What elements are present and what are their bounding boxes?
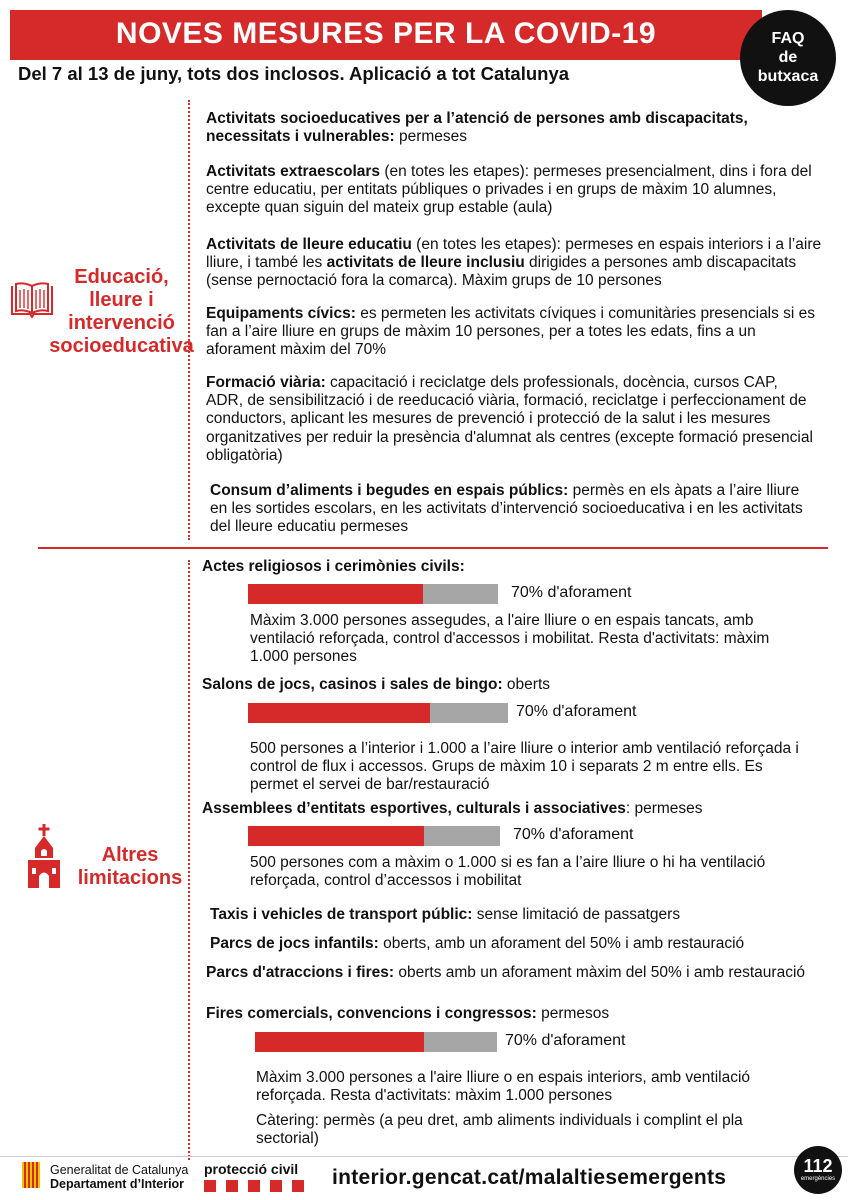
item-title: Salons de jocs, casinos i sales de bingo: (202, 676, 503, 693)
section-altres-divider (188, 560, 190, 1160)
section-education-label-line3: intervenció (68, 312, 175, 334)
item-text: permeses (394, 128, 468, 146)
item-title: Activitats de lleure educatiu (206, 236, 412, 253)
capacity-bar (248, 703, 430, 723)
item-consum-aliments (210, 482, 808, 537)
emergency-112-badge (794, 1146, 842, 1194)
item-lleure-educatiu (206, 236, 824, 291)
faq-badge-line1: FAQ (771, 30, 805, 47)
proteccio-civil-squares-icon (204, 1180, 314, 1192)
item-text: oberts, amb un aforament del 50% i amb restauració (378, 935, 745, 952)
generalitat-emblem-icon (22, 1162, 40, 1188)
item-text: permesos (536, 1005, 610, 1022)
item-title: Activitats extraescolars (206, 163, 381, 180)
item-text: es permeten les activitats cíviques i comunitàries presencials si es fan a l’aire lliure en grups de màxim 10 persones, per a totes les edats, fins a un aforament màxim del 70% (206, 305, 816, 359)
item-assemblees (202, 800, 802, 818)
item-title: Parcs de jocs infantils: (210, 935, 379, 952)
website-url[interactable]: interior.gencat.cat/malaltiesemergents (332, 1166, 727, 1189)
section-altres-label-line1: Altres (101, 844, 159, 866)
footer-divider (0, 1156, 848, 1157)
item-title: Consum d’aliments i begudes en espais públics: (210, 482, 569, 499)
item-text: capacitació i reciclatge dels professionals, docència, cursos CAP, ADR, de sensibilització i de reeducació viària, formació, reciclatge i perfeccionament de conductors, aplicant les mesures de prevenció i protecció de la salut i les mesures organitzatives per reduir la presència d'alumnat als centres (excepte formació presencial obligatòria) (206, 374, 813, 464)
item-title: Fires comercials, convencions i congressos: (206, 1005, 537, 1022)
item-taxis (210, 906, 810, 924)
capacity-bar-remainder (423, 584, 498, 604)
item-text: oberts amb un aforament màxim del 50% i amb restauració (394, 964, 806, 981)
item-fires-comercials (206, 1005, 806, 1023)
item-text: : permeses (625, 800, 703, 817)
item-catering: Càtering: permès (a peu dret, amb aliments individuals i complint el pla sectorial) (256, 1112, 743, 1148)
section-education-label-line2: lleure i (89, 289, 154, 311)
item-text: permès en els àpats a l’aire lliure en les sortides escolars, en les activitats d’intervenció socioeducativa i en les activitats del lleure educatiu permeses (210, 482, 803, 536)
item-equipaments-civics (206, 305, 818, 360)
section-education-divider (188, 100, 190, 540)
item-detail: 500 persones a l’interior i 1.000 a l’aire lliure o interior amb ventilació reforçada i control de flux i accessos. Grups de màxim 10 i separats 2 m entre ells. Es permet el servei de bar/restauració (250, 740, 799, 794)
page-subtitle: Del 7 al 13 de juny, tots dos inclosos. Aplicació a tot Catalunya (18, 63, 570, 84)
department-name: Departament d’Interior (50, 1177, 185, 1191)
capacity-label: 70% d'aforament (505, 1032, 626, 1049)
church-icon (26, 824, 62, 888)
section-education-label (34, 266, 209, 358)
item-title: Taxis i vehicles de transport públic: (210, 906, 473, 923)
item-actes-religiosos (202, 558, 602, 576)
item-title: Equipaments cívics: (206, 305, 356, 322)
section-education-label-line1: Educació, (74, 266, 169, 288)
capacity-bar (248, 584, 423, 604)
section-separator (38, 547, 828, 549)
capacity-label: 70% d'aforament (513, 826, 634, 843)
capacity-bar (248, 826, 424, 846)
item-title: Actes religiosos i cerimònies civils: (202, 558, 465, 575)
generalitat-name: Generalitat de Catalunya (50, 1163, 189, 1177)
section-altres-label (66, 844, 194, 890)
faq-badge-line3: butxaca (757, 68, 819, 85)
capacity-bar-remainder (430, 703, 508, 723)
item-title-2: activitats de lleure inclusiu (326, 254, 525, 272)
capacity-label: 70% d'aforament (516, 703, 637, 720)
section-education-label-line4: socioeducativa (49, 335, 194, 357)
item-text: oberts (502, 676, 551, 693)
item-title: Parcs d'atraccions i fires: (206, 964, 395, 981)
item-salons-jocs (202, 676, 762, 694)
capacity-bar-remainder (424, 1032, 497, 1052)
item-text-2: dirigides a persones amb discapacitats (sense pernoctació fora la comarca). Màxim grups de 10 persones (206, 254, 797, 290)
emergency-number: 112 (803, 1156, 833, 1176)
faq-badge-line2: de (778, 49, 798, 66)
item-text: sense limitació de passatgers (472, 906, 681, 923)
item-title: Formació viària: (206, 374, 326, 391)
item-title: Activitats socioeducatives per a l’atenció de persones amb discapacitats, necessitats i vulnerables: (206, 110, 748, 146)
page-title: NOVES MESURES PER LA COVID-19 (115, 17, 657, 50)
faq-badge (740, 10, 836, 106)
item-detail: Màxim 3.000 persones a l'aire lliure o en espais interiors, amb ventilació reforçada. Resta d'activitats: màxim 1.000 persones (256, 1069, 751, 1105)
emergency-label: emergències (800, 1176, 836, 1182)
proteccio-civil-logo: protecció civil (204, 1161, 299, 1177)
section-altres-label-line2: limitacions (77, 867, 183, 889)
item-detail: Màxim 3.000 persones assegudes, a l'aire lliure o en espais tancats, amb ventilació reforçada, control d'accessos i mobilitat. Resta d'activitats: màxim 1.000 persones (250, 612, 770, 666)
item-text: (en totes les etapes): permeses presencialment, dins i fora del centre educatiu, per entitats públiques o privades i en grups de màxim 10 alumnes, excepte quan siguin del mateix grup estable (aula) (206, 163, 812, 217)
item-extraescolars (206, 163, 818, 218)
item-socioeducatives (206, 110, 806, 146)
capacity-bar-remainder (424, 826, 500, 846)
capacity-label: 70% d'aforament (511, 584, 632, 601)
item-parcs-infantils (210, 935, 828, 953)
capacity-bar (255, 1032, 424, 1052)
item-formacio-viaria (206, 374, 818, 465)
item-detail: 500 persones com a màxim o 1.000 si es fan a l’aire lliure o hi ha ventilació reforçada, control d’accessos i mobilitat (250, 854, 766, 890)
item-parcs-atraccions (206, 964, 806, 982)
item-text: (en totes les etapes): permeses en espais interiors i a l’aire lliure, i també les (206, 236, 822, 272)
item-title: Assemblees d’entitats esportives, culturals i associatives (202, 800, 626, 817)
title-underline (10, 58, 762, 60)
